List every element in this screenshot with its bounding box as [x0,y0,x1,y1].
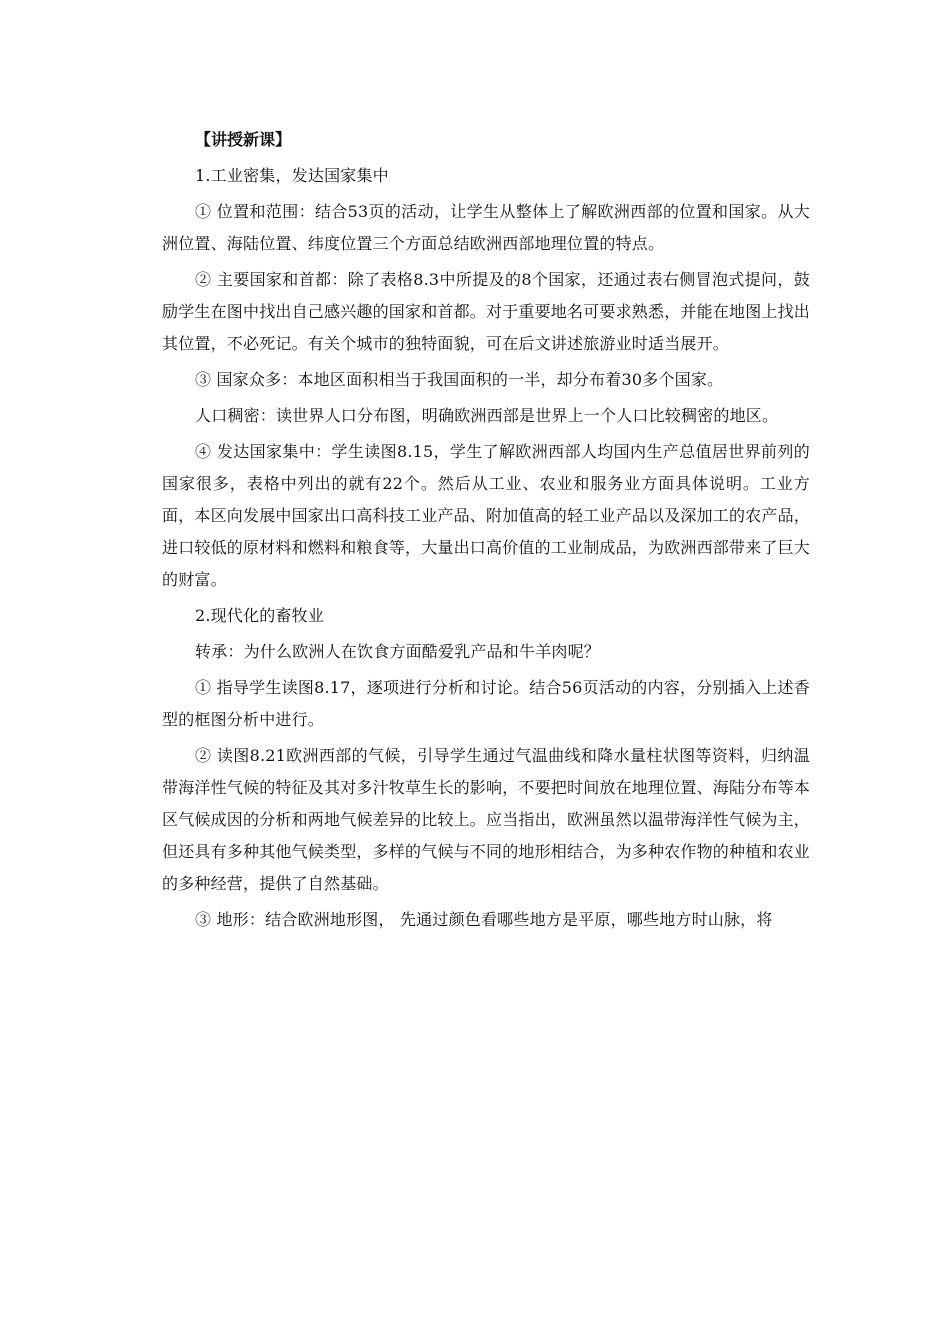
section-heading [162,124,810,156]
paragraph-livestock-heading: 2.现代化的畜牧业 [195,606,325,625]
paragraph-location-range: ① 位置和范围：结合53页的活动，让学生从整体上了解欧洲西部的位置和国家。从大洲位置、海陆位置、纬度位置三个方面总结欧洲西部地理位置的特点。 [162,202,810,253]
paragraph-transition-question: 转承：为什么欧洲人在饮食方面酷爱乳产品和牛羊肉呢？ [195,642,601,661]
document-page [162,124,810,940]
paragraph-terrain: ③ 地形：结合欧洲地形图， 先通过颜色看哪些地方是平原，哪些地方时山脉，将 [195,910,773,929]
paragraph-industry-heading: 1.工业密集，发达国家集中 [195,166,389,185]
paragraph-figure-analysis: ① 指导学生读图8.17，逐项进行分析和讨论。结合56页活动的内容，分别插入上述香型的框图分析中进行。 [162,678,810,729]
paragraph-developed-countries: ④ 发达国家集中：学生读图8.15，学生了解欧洲西部人均国内生产总值居世界前列的国家很多，表格中列出的就有22个。然后从工业、农业和服务业方面具体说明。工业方面，本区向发展中国家出口高科技工业产品、附加值高的轻工业产品以及深加工的农产品，进口较低的原材料和燃料和粮食等，大量出口高价值的工业制成品，为欧洲西部带来了巨大的财富。 [162,442,811,589]
paragraph-many-countries: ③ 国家众多：本地区面积相当于我国面积的一半，却分布着30多个国家。 [195,370,724,389]
paragraph-countries-capitals: ② 主要国家和首都：除了表格8.3中所提及的8个国家，还通过表右侧冒泡式提问，鼓励学生在图中找出自己感兴趣的国家和首都。对于重要地名可要求熟悉，并能在地图上找出其位置，不必死记。有关个城市的独特面貌，可在后文讲述旅游业时适当展开。 [162,270,811,353]
paragraph-dense-population: 人口稠密：读世界人口分布图，明确欧洲西部是世界上一个人口比较稠密的地区。 [195,406,779,425]
paragraph-climate: ② 读图8.21欧洲西部的气候，引导学生通过气温曲线和降水量柱状图等资料，归纳温带海洋性气候的特征及其对多汁牧草生长的影响，不要把时间放在地理位置、海陆分布等本区气候成因的分析和两地气候差异的比较上。应当指出，欧洲虽然以温带海洋性气候为主，但还具有多种其他气候类型，多样的气候与不同的地形相结合，为多种农作物的种植和农业的多种经营，提供了自然基础。 [162,746,811,893]
section-heading-text: 【讲授新课】 [195,130,292,149]
